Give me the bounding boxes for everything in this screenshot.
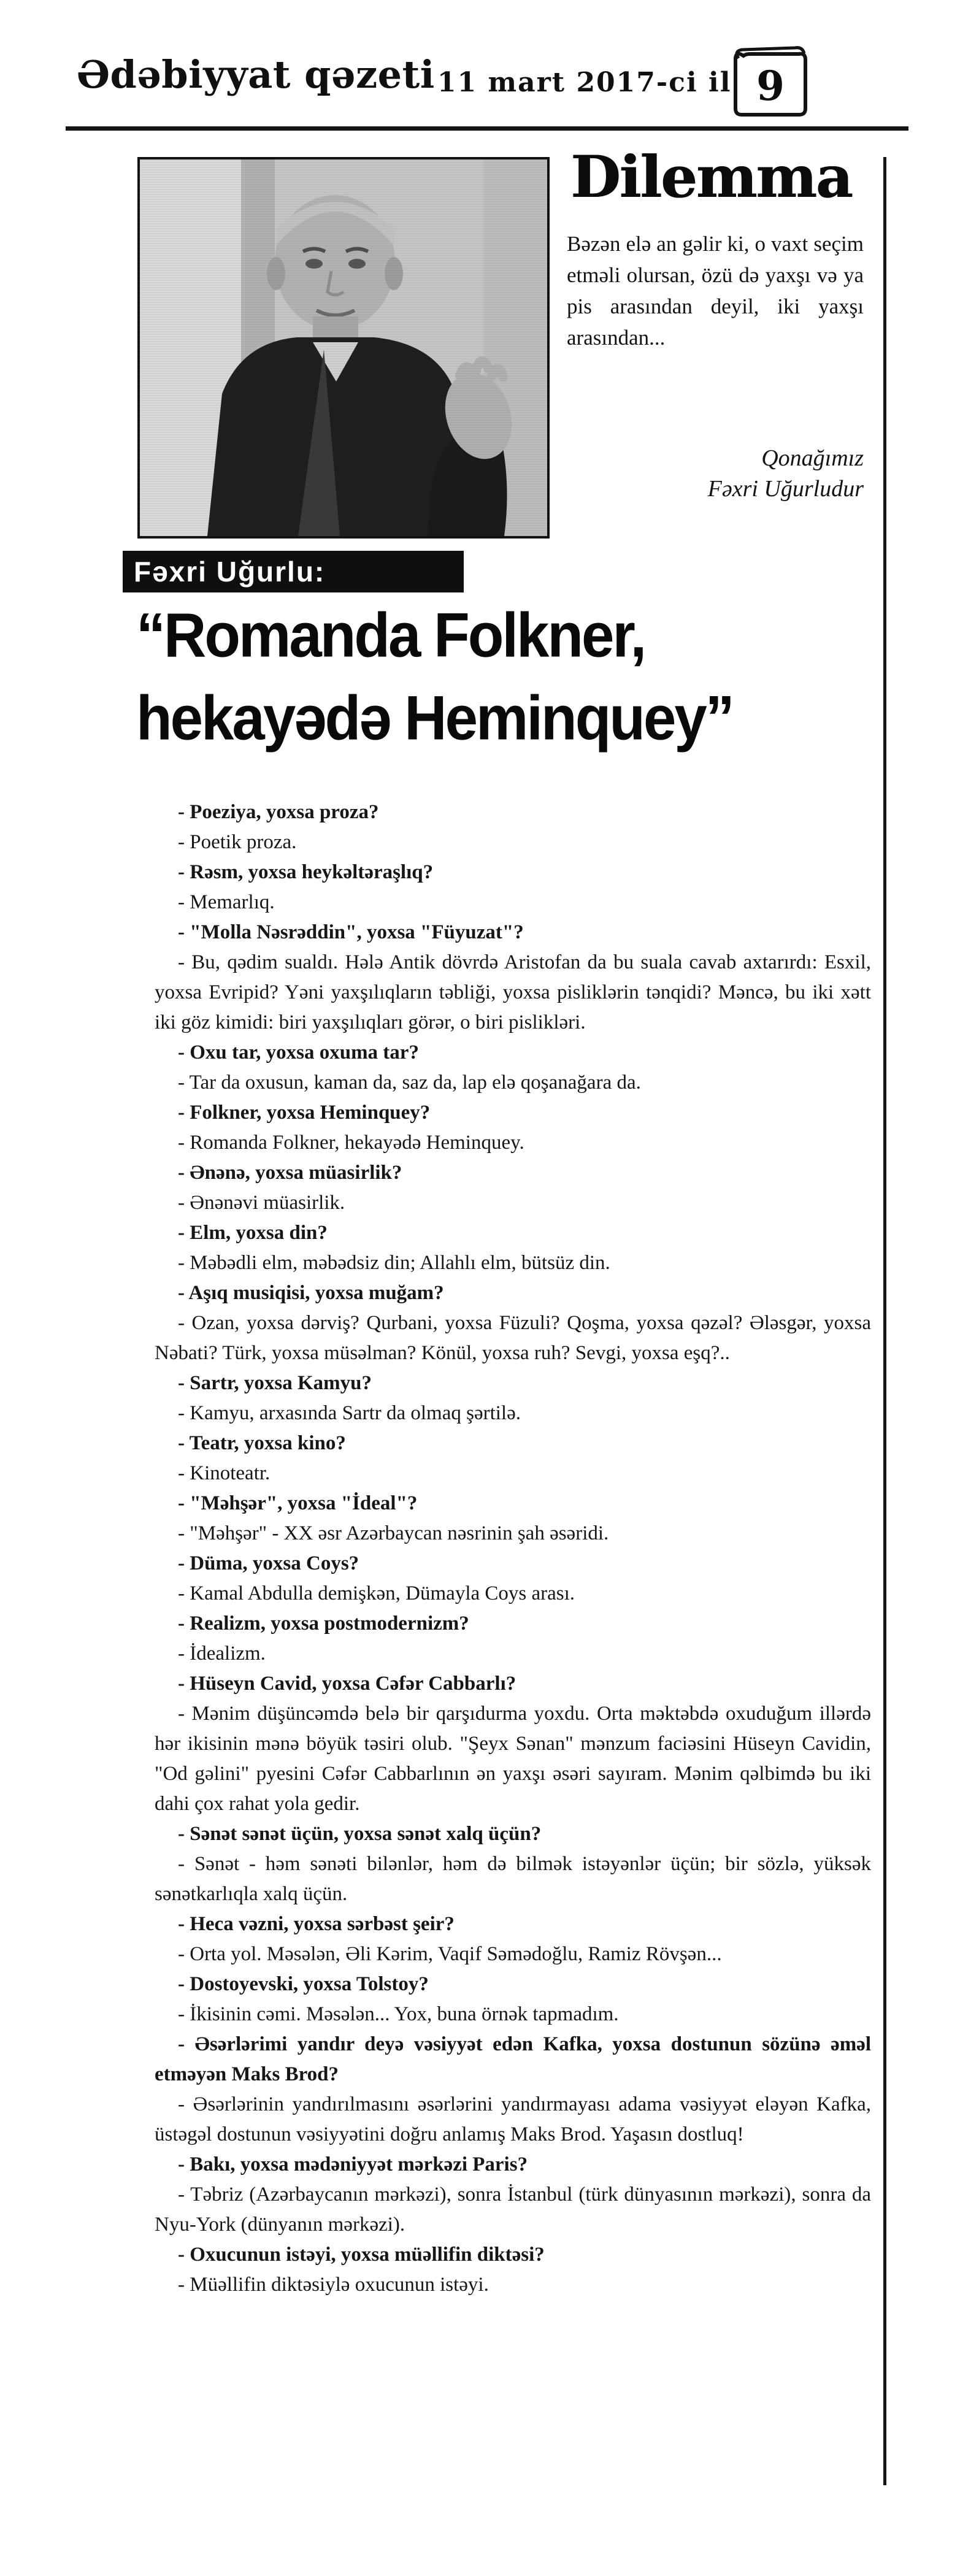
question-paragraph: - Hüseyn Cavid, yoxsa Cəfər Cabbarlı?: [178, 1673, 516, 1695]
guest-line-1: Qonağımız: [761, 445, 864, 471]
column-title: Dilemma: [570, 144, 852, 211]
question-paragraph: - Sartr, yoxsa Kamyu?: [178, 1372, 372, 1394]
answer-paragraph: - Bu, qədim sualdı. Hələ Antik dövrdə Aristofan da bu suala cavab axtarırdı: Esxil, yoxsa Evripid? Yəni yaxşılıqların təbliği, yoxsa pisliklərin tənqidi? Məncə, bu iki xətt iki göz kimidi: biri yaxşılıqları görər, o biri pislikləri.: [155, 951, 871, 1033]
question-paragraph: - Realizm, yoxsa postmodernizm?: [178, 1612, 469, 1635]
answer-paragraph: - Müəllifin diktəsiylə oxucunun istəyi.: [178, 2274, 489, 2296]
headline-line-1: “Romanda Folkner,: [136, 600, 645, 670]
kicker-label: Fəxri Uğurlu:: [134, 556, 326, 588]
question-paragraph: - Poeziya, yoxsa proza?: [178, 801, 379, 823]
kicker-band: [123, 551, 464, 592]
question-paragraph: - Heca vəzni, yoxsa sərbəst şeir?: [178, 1913, 455, 1935]
question-paragraph: - Oxu tar, yoxsa oxuma tar?: [178, 1041, 419, 1064]
masthead: [77, 46, 908, 129]
answer-paragraph: - İkisinin cəmi. Məsələn... Yox, buna örnək tapmadım.: [178, 2003, 619, 2025]
issue-date: 11 mart 2017-ci il: [437, 67, 732, 98]
answer-paragraph: - Romanda Folkner, hekayədə Heminquey.: [178, 1132, 524, 1154]
answer-paragraph: - Təbriz (Azərbaycanın mərkəzi), sonra İstanbul (türk dünyasının mərkəzi), sonra da Nyu-York (dünyanın mərkəzi).: [155, 2183, 871, 2236]
question-paragraph: - Rəsm, yoxsa heykəltəraşlıq?: [178, 861, 434, 883]
question-paragraph: - Sənət sənət üçün, yoxsa sənət xalq üçün?: [178, 1823, 542, 1845]
question-paragraph: - Aşıq musiqisi, yoxsa muğam?: [178, 1282, 444, 1304]
question-paragraph: - Folkner, yoxsa Heminquey?: [178, 1102, 431, 1124]
question-paragraph: - Teatr, yoxsa kino?: [178, 1432, 346, 1454]
question-paragraph: - Əsərlərimi yandır deyə vəsiyyət edən Kafka, yoxsa dostunun sözünə əməl etməyən Maks Brod?: [155, 2033, 871, 2085]
page-number: 9: [756, 62, 785, 110]
answer-paragraph: - Kamal Abdulla demişkən, Dümayla Coys arası.: [178, 1582, 575, 1604]
answer-paragraph: - Sənət - həm sənəti bilənlər, həm də bilmək istəyənlər üçün; bir sözlə, yüksək sənətkarlıqla xalq üçün.: [155, 1853, 871, 1905]
question-paragraph: - Ənənə, yoxsa müasirlik?: [178, 1162, 402, 1184]
answer-paragraph: - Əsərlərinin yandırılmasını əsərlərini yandırmayası adama vəsiyyət eləyən Kafka, üstəgəl dostunun vəsiyyətini doğru anlamış Maks Brod. Yaşasın dostluq!: [155, 2093, 871, 2145]
right-column-rule: [883, 157, 886, 2485]
masthead-rule: [66, 126, 908, 131]
answer-paragraph: - Mənim düşüncəmdə belə bir qarşıdurma yoxdu. Orta məktəbdə oxuduğum illərdə hər ikisinin mənə böyük təsiri olub. "Şeyx Sənan" mənzum faciəsini Hüseyn Cavidin, "Od gəlini" pyesini Cəfər Cabbarlının ən yaxşı əsəri sayıram. Mənim qəlbimdə bu iki dahi çox rahat yola gedir.: [155, 1703, 871, 1815]
answer-paragraph: - Ənənəvi müasirlik.: [178, 1192, 345, 1214]
headline-line-2: hekayədə Heminquey”: [136, 683, 733, 753]
paper-name: Ədəbiyyat qəzeti: [77, 52, 435, 97]
page-number-badge: [731, 46, 810, 121]
question-paragraph: - "Molla Nəsrəddin", yoxsa "Füyuzat"?: [178, 921, 524, 943]
portrait-photo: [137, 157, 550, 539]
answer-paragraph: - "Məhşər" - XX əsr Azərbaycan nəsrinin şah əsəridi.: [178, 1522, 609, 1544]
answer-paragraph: - Məbədli elm, məbədsiz din; Allahlı elm, bütsüz din.: [178, 1252, 610, 1274]
answer-paragraph: - Orta yol. Məsələn, Əli Kərim, Vaqif Səmədoğlu, Ramiz Rövşən...: [178, 1943, 722, 1965]
question-paragraph: - Oxucunun istəyi, yoxsa müəllifin diktəsi?: [178, 2244, 545, 2266]
headline: [136, 595, 878, 760]
question-paragraph: - Bakı, yoxsa mədəniyyət mərkəzi Paris?: [178, 2153, 528, 2175]
question-paragraph: - Elm, yoxsa din?: [178, 1222, 328, 1244]
answer-paragraph: - Poetik proza.: [178, 831, 297, 853]
intro-lede: Bəzən elə an gəlir ki, o vaxt seçim etməli olursan, özü də yaxşı və ya pis arasından deyil, iki yaxşı arasından...: [567, 232, 864, 350]
portrait-illustration: [140, 159, 547, 536]
answer-paragraph: - Kamyu, arxasında Sartr da olmaq şərtilə.: [178, 1402, 521, 1424]
question-paragraph: - "Məhşər", yoxsa "İdeal"?: [178, 1492, 418, 1514]
answer-paragraph: - İdealizm.: [178, 1643, 266, 1665]
interview-list: [155, 797, 871, 2300]
answer-paragraph: - Ozan, yoxsa dərviş? Qurbani, yoxsa Füzuli? Qoşma, yoxsa qəzəl? Ələsgər, yoxsa Nəbati? Türk, yoxsa müsəlman? Könül, yoxsa ruh? Sevgi, yoxsa eşq?..: [155, 1312, 871, 1364]
answer-paragraph: - Memarlıq.: [178, 891, 275, 913]
question-paragraph: - Dostoyevski, yoxsa Tolstoy?: [178, 1973, 429, 1995]
question-paragraph: - Düma, yoxsa Coys?: [178, 1552, 359, 1574]
answer-paragraph: - Tar da oxusun, kaman da, saz da, lap elə qoşanağara da.: [178, 1071, 641, 1094]
guest-line-2: Fəxri Uğurludur: [707, 476, 864, 502]
guest-note: [567, 443, 864, 504]
answer-paragraph: - Kinoteatr.: [178, 1462, 271, 1484]
